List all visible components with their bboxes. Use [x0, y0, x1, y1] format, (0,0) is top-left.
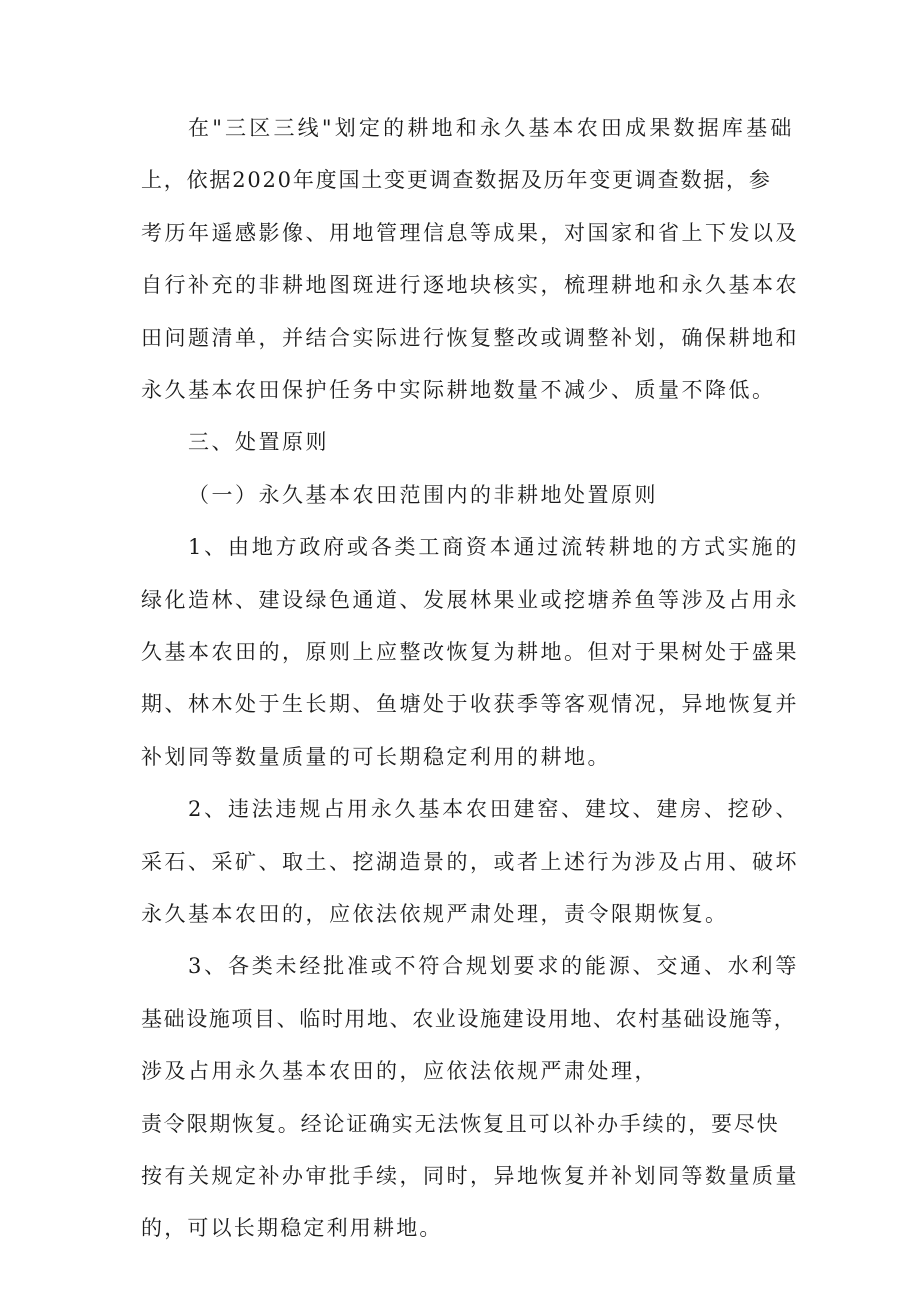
- paragraph-1-line-6: 永久基本农田保护任务中实际耕地数量不减少、质量不降低。: [141, 378, 776, 402]
- item-1-line-1: 1、由地方政府或各类工商资本通过流转耕地的方式实施的: [188, 535, 800, 560]
- paragraph-1-line-4: 自行补充的非耕地图斑进行逐地块核实，梳理耕地和永久基本农: [141, 273, 799, 298]
- item-3-line-2: 基础设施项目、临时用地、农业设施建设用地、农村基础设施等，: [141, 1006, 797, 1031]
- item-3-line-4: 责令限期恢复。经论证确实无法恢复且可以补办手续的，要尽快: [141, 1111, 780, 1136]
- item-1-line-3: 久基本农田的，原则上应整改恢复为耕地。但对于果树处于盛果: [141, 640, 799, 664]
- item-2-line-2: 采石、采矿、取土、挖湖造景的，或者上述行为涉及占用、破坏: [141, 849, 799, 874]
- item-1-line-5: 补划同等数量质量的可长期稳定利用的耕地。: [141, 744, 611, 769]
- item-1-line-2: 绿化造林、建设绿色通道、发展林果业或挖塘养鱼等涉及占用永: [141, 587, 799, 612]
- item-1-line-4: 期、林木处于生长期、鱼塘处于收获季等客观情况，异地恢复并: [141, 692, 799, 717]
- item-3-line-3: 涉及占用永久基本农田的，应依法依规严肃处理，: [141, 1059, 658, 1084]
- paragraph-1-line-2: 上，依据2020年度国土变更调查数据及历年变更调查数据，参: [141, 168, 772, 193]
- subsection-heading-1: （一）永久基本农田范围内的非耕地处置原则: [188, 482, 658, 507]
- item-3-line-5: 按有关规定补办审批手续，同时，异地恢复并补划同等数量质量: [141, 1164, 799, 1188]
- paragraph-1-line-3: 考历年遥感影像、用地管理信息等成果，对国家和省上下发以及: [141, 220, 799, 245]
- item-2-line-3: 永久基本农田的，应依法依规严肃处理，责令限期恢复。: [141, 902, 729, 926]
- item-3-line-6: 的，可以长期稳定利用耕地。: [141, 1216, 443, 1241]
- section-heading-3: 三、处置原则: [188, 430, 329, 455]
- paragraph-1-line-1: 在"三区三线"划定的耕地和永久基本农田成果数据库基础: [188, 116, 795, 140]
- item-2-line-1: 2、违法违规占用永久基本农田建窑、建坟、建房、挖砂、: [188, 797, 800, 822]
- item-3-line-1: 3、各类未经批准或不符合规划要求的能源、交通、水利等: [188, 954, 800, 979]
- paragraph-1-line-5: 田问题清单，并结合实际进行恢复整改或调整补划，确保耕地和: [141, 325, 799, 350]
